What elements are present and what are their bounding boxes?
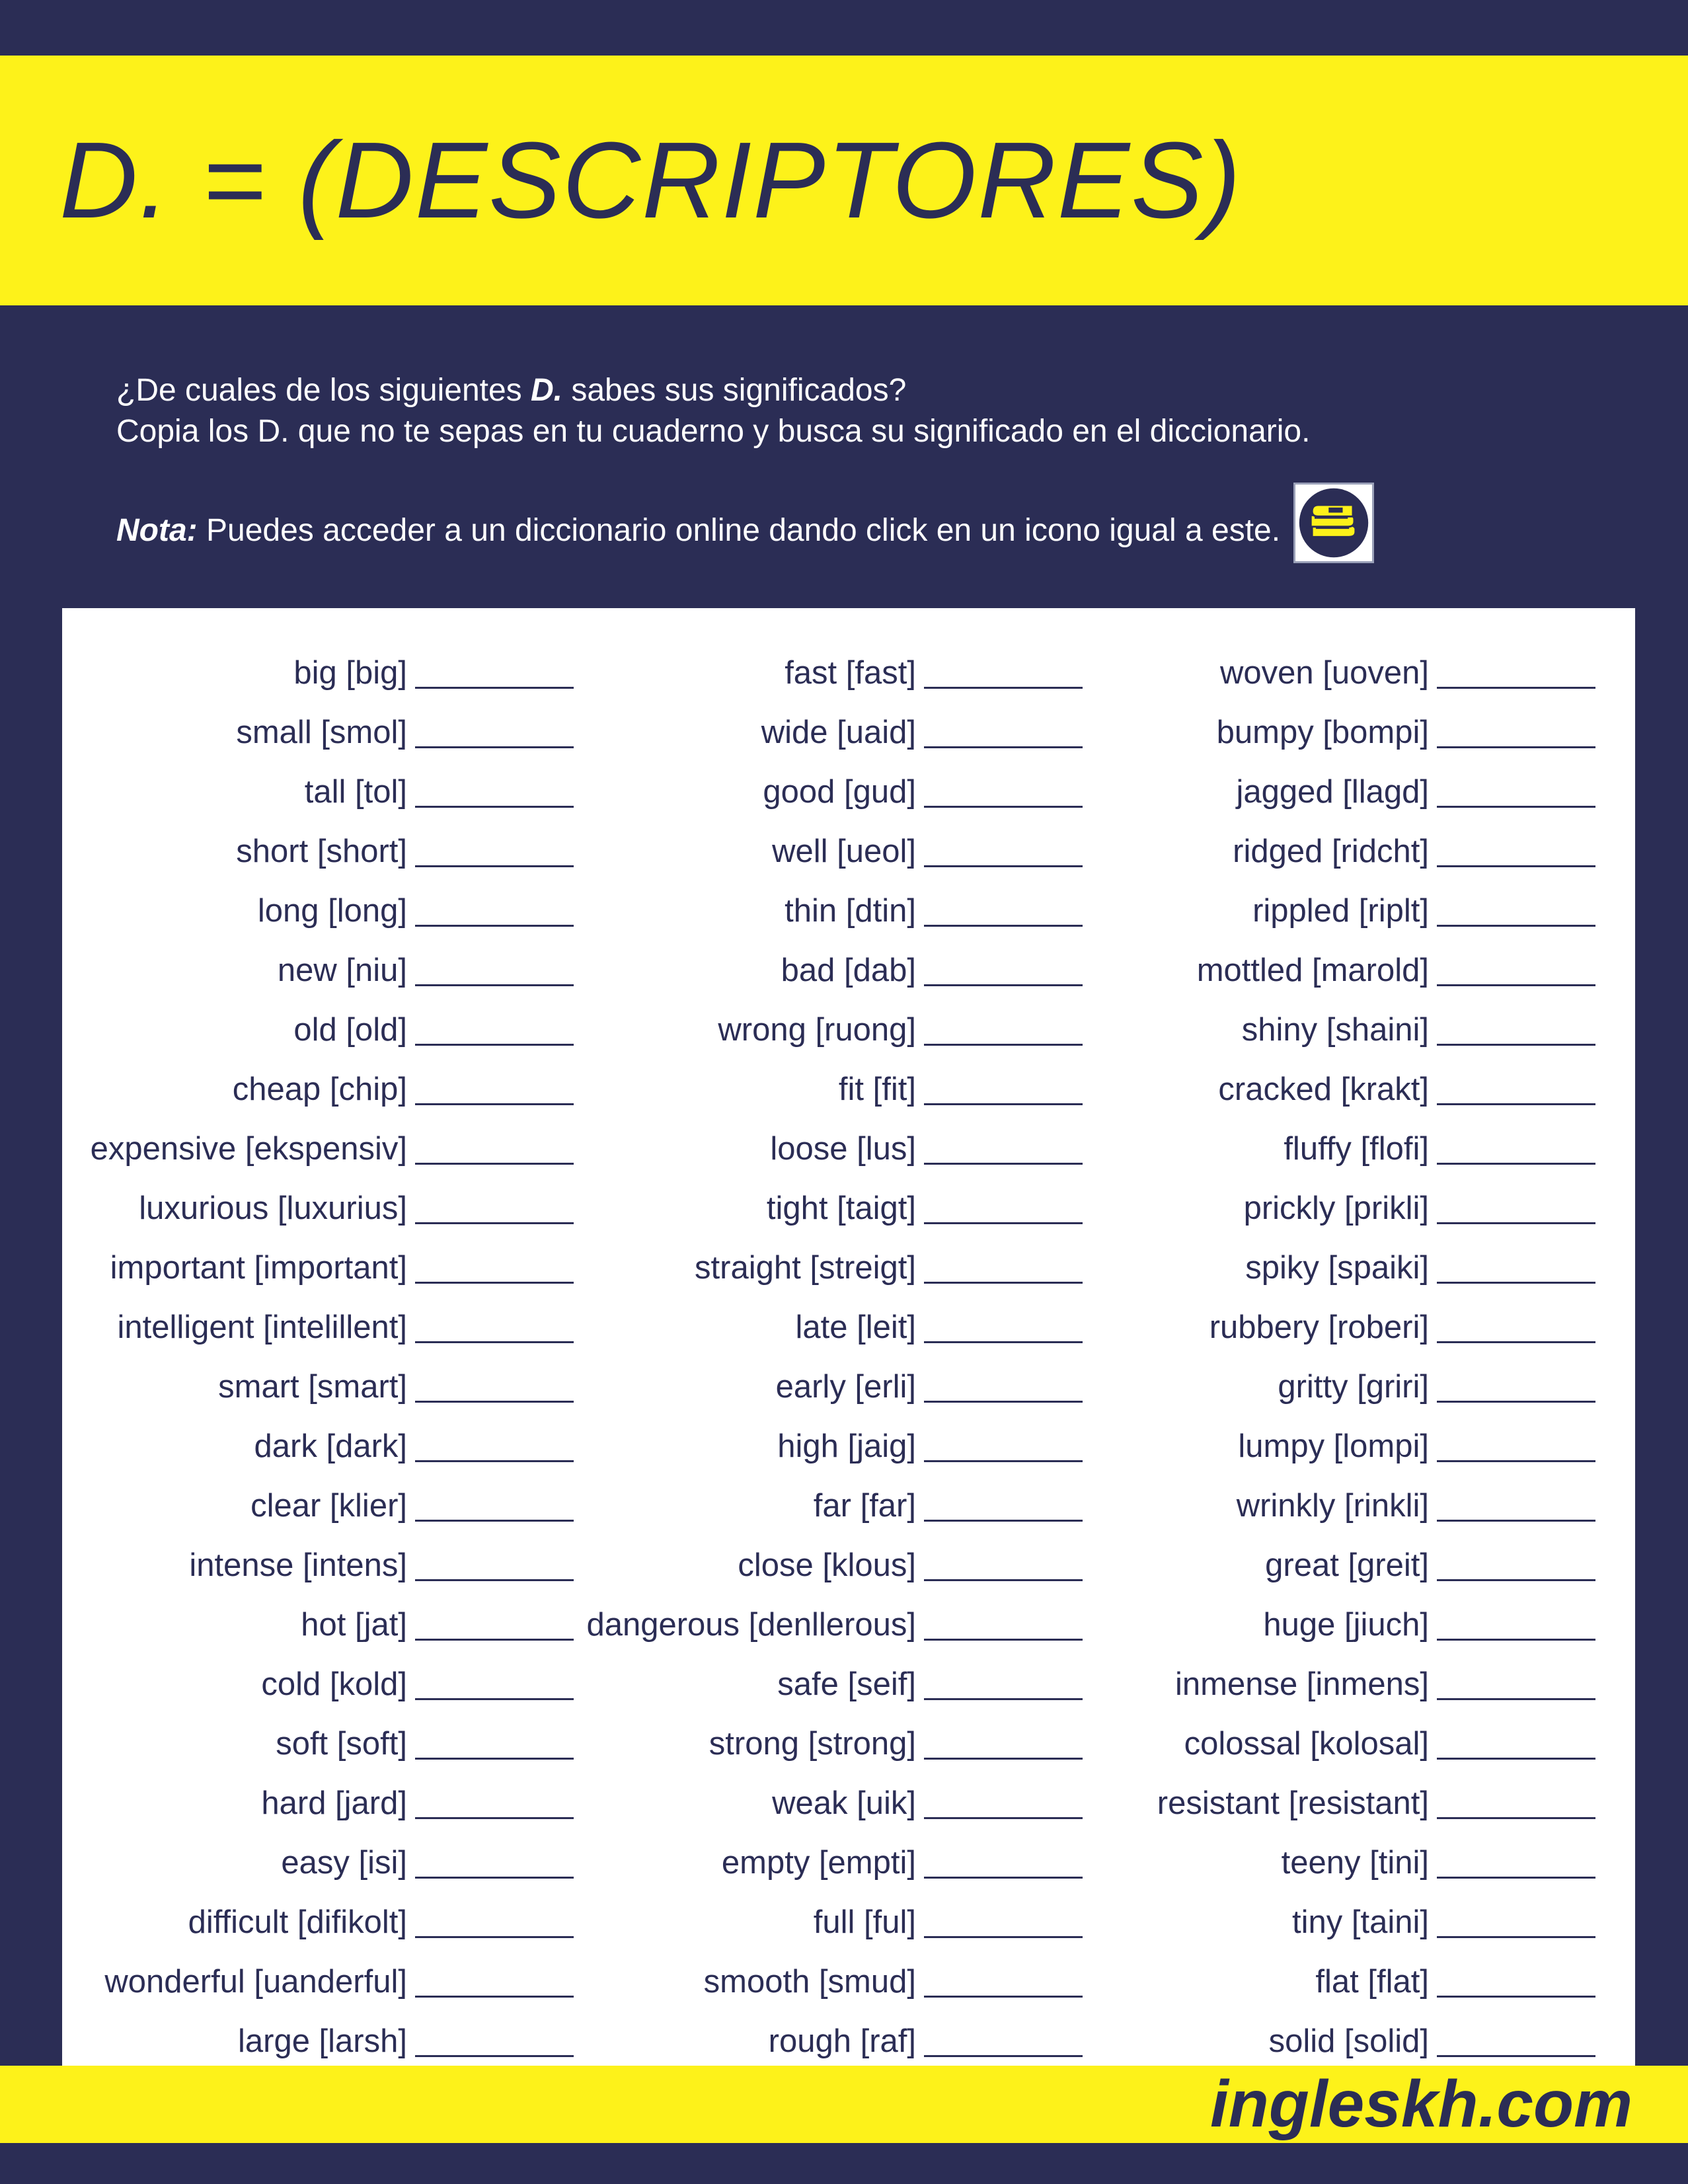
answer-blank[interactable] <box>1437 1425 1595 1462</box>
answer-blank[interactable] <box>924 1663 1083 1700</box>
vocab-row <box>1080 1466 1595 1526</box>
vocab-word: lumpy [lompi] <box>1238 1428 1429 1464</box>
column-3 <box>1080 633 1595 2061</box>
vocab-row <box>571 1526 1083 1585</box>
answer-blank[interactable] <box>924 1842 1083 1879</box>
vocab-row <box>62 1288 574 1347</box>
vocab-row <box>1080 812 1595 871</box>
vocab-word: wrong [ruong] <box>718 1012 916 1048</box>
answer-blank[interactable] <box>924 771 1083 808</box>
vocab-row <box>1080 1645 1595 1704</box>
vocab-row <box>1080 1050 1595 1109</box>
answer-blank[interactable] <box>1437 1723 1595 1760</box>
answer-blank[interactable] <box>924 1723 1083 1760</box>
vocab-row <box>571 1704 1083 1764</box>
vocab-row <box>571 931 1083 990</box>
vocab-word: mottled [marold] <box>1196 953 1429 988</box>
vocabulary-card <box>62 608 1635 2066</box>
vocab-row <box>62 1526 574 1585</box>
vocab-word: teeny [tini] <box>1281 1845 1429 1881</box>
answer-blank[interactable] <box>415 890 574 927</box>
vocab-row <box>571 1883 1083 1942</box>
vocab-row <box>571 871 1083 931</box>
vocab-word: weak [uik] <box>772 1785 916 1821</box>
vocab-row <box>571 1764 1083 1823</box>
answer-blank[interactable] <box>924 1128 1083 1165</box>
vocab-word: huge [jiuch] <box>1263 1607 1429 1643</box>
vocab-row <box>1080 990 1595 1050</box>
answer-blank[interactable] <box>415 1068 574 1105</box>
vocab-word: early [erli] <box>775 1369 916 1405</box>
answer-blank[interactable] <box>415 1425 574 1462</box>
answer-blank[interactable] <box>415 1485 574 1522</box>
vocab-row <box>1080 693 1595 752</box>
vocab-word: soft [soft] <box>276 1726 407 1762</box>
vocab-word: jagged [llagd] <box>1236 774 1429 810</box>
answer-blank[interactable] <box>415 1961 574 1998</box>
answer-blank[interactable] <box>415 1306 574 1343</box>
footer-site: ingleskh.com <box>1209 2067 1632 2141</box>
answer-blank[interactable] <box>415 1782 574 1819</box>
vocab-row <box>62 1942 574 2002</box>
vocab-word: well [ueol] <box>772 834 916 869</box>
answer-blank[interactable] <box>924 1366 1083 1403</box>
answer-blank[interactable] <box>924 2020 1083 2057</box>
vocab-word: empty [empti] <box>721 1845 916 1881</box>
vocab-row <box>62 931 574 990</box>
vocab-row <box>62 633 574 693</box>
answer-blank[interactable] <box>924 1187 1083 1224</box>
vocab-row <box>62 1050 574 1109</box>
answer-blank[interactable] <box>1437 771 1595 808</box>
answer-blank[interactable] <box>924 1544 1083 1581</box>
vocab-row <box>571 1466 1083 1526</box>
vocab-row <box>1080 1823 1595 1883</box>
vocab-word: smart [smart] <box>218 1369 407 1405</box>
vocab-word: clear [klier] <box>250 1488 407 1524</box>
answer-blank[interactable] <box>1437 1009 1595 1046</box>
page-title: D. = (DESCRIPTORES) <box>59 120 1243 241</box>
answer-blank[interactable] <box>1437 711 1595 748</box>
vocab-word: solid [solid] <box>1268 2023 1429 2059</box>
answer-blank[interactable] <box>924 949 1083 986</box>
answer-blank[interactable] <box>415 949 574 986</box>
vocab-word: dangerous [denllerous] <box>586 1607 916 1643</box>
vocab-word: spiky [spaiki] <box>1245 1250 1429 1286</box>
answer-blank[interactable] <box>924 1961 1083 1998</box>
vocab-word: expensive [ekspensiv] <box>90 1131 407 1167</box>
column-2 <box>571 633 1083 2061</box>
answer-blank[interactable] <box>1437 1128 1595 1165</box>
answer-blank[interactable] <box>415 1187 574 1224</box>
top-border <box>0 0 1688 56</box>
answer-blank[interactable] <box>415 711 574 748</box>
answer-blank[interactable] <box>1437 1485 1595 1522</box>
answer-blank[interactable] <box>1437 830 1595 867</box>
answer-blank[interactable] <box>1437 1544 1595 1581</box>
vocab-row <box>571 633 1083 693</box>
answer-blank[interactable] <box>924 1782 1083 1819</box>
answer-blank[interactable] <box>924 1485 1083 1522</box>
answer-blank[interactable] <box>415 771 574 808</box>
vocab-word: fluffy [flofi] <box>1284 1131 1429 1167</box>
answer-blank[interactable] <box>1437 949 1595 986</box>
vocab-word: fast [fast] <box>785 655 916 691</box>
vocab-word: ridged [ridcht] <box>1233 834 1429 869</box>
vocab-word: prickly [prikli] <box>1243 1190 1429 1226</box>
answer-blank[interactable] <box>1437 1068 1595 1105</box>
vocab-row <box>62 1407 574 1466</box>
vocab-word: cheap [chip] <box>232 1072 407 1107</box>
vocab-word: strong [strong] <box>709 1726 916 1762</box>
answer-blank[interactable] <box>415 1901 574 1938</box>
vocab-word: safe [seif] <box>777 1666 916 1702</box>
answer-blank[interactable] <box>924 1901 1083 1938</box>
instructions <box>116 370 1537 571</box>
answer-blank[interactable] <box>415 1366 574 1403</box>
note-label: Nota: <box>116 513 198 548</box>
vocab-row <box>62 990 574 1050</box>
vocab-row <box>62 1704 574 1764</box>
answer-blank[interactable] <box>1437 890 1595 927</box>
vocab-row <box>62 1228 574 1288</box>
vocab-word: close [klous] <box>738 1547 916 1583</box>
vocab-row <box>62 1169 574 1228</box>
answer-blank[interactable] <box>924 830 1083 867</box>
vocab-row <box>62 1347 574 1407</box>
vocab-row <box>62 1585 574 1645</box>
answer-blank[interactable] <box>1437 1663 1595 1700</box>
answer-blank[interactable] <box>415 1723 574 1760</box>
vocab-word: wide [uaid] <box>761 715 916 750</box>
vocab-word: bad [dab] <box>781 953 916 988</box>
answer-blank[interactable] <box>1437 1604 1595 1641</box>
vocab-word: shiny [shaini] <box>1241 1012 1429 1048</box>
vocab-word: cold [kold] <box>261 1666 407 1702</box>
vocab-word: gritty [griri] <box>1278 1369 1429 1405</box>
vocab-row <box>62 752 574 812</box>
answer-blank[interactable] <box>415 1604 574 1641</box>
vocab-row <box>1080 1347 1595 1407</box>
answer-blank[interactable] <box>1437 1187 1595 1224</box>
vocab-row <box>571 1288 1083 1347</box>
vocab-word: cracked [krakt] <box>1218 1072 1429 1107</box>
answer-blank[interactable] <box>924 1009 1083 1046</box>
vocab-row <box>1080 752 1595 812</box>
vocab-word: smooth [smud] <box>703 1964 916 2000</box>
vocab-row <box>1080 1585 1595 1645</box>
answer-blank[interactable] <box>415 1009 574 1046</box>
vocab-row <box>62 871 574 931</box>
answer-blank[interactable] <box>924 1604 1083 1641</box>
vocab-row <box>1080 1764 1595 1823</box>
answer-blank[interactable] <box>924 1247 1083 1284</box>
vocab-word: rough [raf] <box>768 2023 916 2059</box>
vocab-row <box>571 1050 1083 1109</box>
vocab-row <box>571 1645 1083 1704</box>
question-line: ¿De cuales de los siguientes D. sabes sus significados? <box>116 373 907 408</box>
vocab-row <box>571 990 1083 1050</box>
answer-blank[interactable] <box>1437 1366 1595 1403</box>
answer-blank[interactable] <box>1437 1842 1595 1879</box>
vocab-word: wonderful [uanderful] <box>104 1964 407 2000</box>
vocab-word: inmense [inmens] <box>1174 1666 1429 1702</box>
answer-blank[interactable] <box>415 1842 574 1879</box>
vocab-row <box>571 1109 1083 1169</box>
vocab-row <box>62 1109 574 1169</box>
vocab-word: straight [streigt] <box>695 1250 916 1286</box>
vocab-row <box>1080 633 1595 693</box>
column-1 <box>62 633 574 2061</box>
vocab-word: old [old] <box>293 1012 407 1048</box>
vocab-row <box>571 1169 1083 1228</box>
vocab-row <box>1080 871 1595 931</box>
answer-blank[interactable] <box>415 652 574 689</box>
vocab-word: rubbery [roberi] <box>1209 1309 1429 1345</box>
note-text: Puedes acceder a un diccionario online dando click en un icono igual a este. <box>197 513 1281 548</box>
vocab-row <box>1080 1228 1595 1288</box>
vocab-word: intelligent [intelillent] <box>117 1309 407 1345</box>
vocab-word: thin [dtin] <box>785 893 916 929</box>
vocab-word: high [jaig] <box>777 1428 916 1464</box>
vocab-word: resistant [resistant] <box>1157 1785 1429 1821</box>
answer-blank[interactable] <box>924 890 1083 927</box>
vocab-word: hot [jat] <box>301 1607 407 1643</box>
answer-blank[interactable] <box>415 1544 574 1581</box>
answer-blank[interactable] <box>1437 1901 1595 1938</box>
vocab-word: luxurious [luxurius] <box>139 1190 407 1226</box>
vocab-row <box>62 1823 574 1883</box>
vocab-row <box>571 2002 1083 2061</box>
vocab-word: fit [fit] <box>838 1072 916 1107</box>
vocab-word: long [long] <box>257 893 407 929</box>
answer-blank[interactable] <box>1437 2020 1595 2057</box>
vocab-word: flat [flat] <box>1315 1964 1429 2000</box>
dictionary-books-icon[interactable] <box>1293 483 1374 563</box>
vocab-word: colossal [kolosal] <box>1184 1726 1429 1762</box>
vocab-word: bumpy [bompi] <box>1216 715 1429 750</box>
vocab-word: big [big] <box>293 655 407 691</box>
answer-blank[interactable] <box>1437 1306 1595 1343</box>
answer-blank[interactable] <box>415 2020 574 2057</box>
vocab-row <box>1080 1288 1595 1347</box>
vocab-word: late [leit] <box>795 1309 916 1345</box>
vocab-row <box>571 1407 1083 1466</box>
vocab-word: important [important] <box>110 1250 407 1286</box>
vocab-word: short [short] <box>236 834 407 869</box>
answer-blank[interactable] <box>1437 1782 1595 1819</box>
vocab-row <box>1080 1109 1595 1169</box>
vocab-word: dark [dark] <box>254 1428 407 1464</box>
vocab-row <box>1080 1704 1595 1764</box>
vocab-row <box>1080 1407 1595 1466</box>
vocab-row <box>1080 2002 1595 2061</box>
answer-blank[interactable] <box>415 1247 574 1284</box>
vocab-row <box>571 812 1083 871</box>
answer-blank[interactable] <box>924 1306 1083 1343</box>
answer-blank[interactable] <box>415 1128 574 1165</box>
vocab-row <box>62 1645 574 1704</box>
vocab-row <box>1080 931 1595 990</box>
note-line <box>116 490 1537 571</box>
vocab-word: full [ful] <box>813 1904 916 1940</box>
vocab-word: tall [tol] <box>304 774 407 810</box>
vocab-word: small [smol] <box>236 715 407 750</box>
vocab-row <box>571 1942 1083 2002</box>
vocab-row <box>571 693 1083 752</box>
vocab-row <box>62 1883 574 1942</box>
vocab-word: hard [jard] <box>261 1785 407 1821</box>
vocab-word: wrinkly [rinkli] <box>1236 1488 1429 1524</box>
vocab-row <box>62 693 574 752</box>
vocab-word: large [larsh] <box>237 2023 407 2059</box>
vocab-row <box>571 1585 1083 1645</box>
title-banner <box>0 56 1688 305</box>
answer-blank[interactable] <box>924 652 1083 689</box>
vocab-word: tight [taigt] <box>766 1190 916 1226</box>
answer-blank[interactable] <box>924 1068 1083 1105</box>
vocab-word: easy [isi] <box>281 1845 407 1881</box>
vocab-word: difficult [difikolt] <box>188 1904 407 1940</box>
vocab-row <box>571 1228 1083 1288</box>
answer-blank[interactable] <box>924 711 1083 748</box>
vocab-row <box>62 1764 574 1823</box>
vocab-word: woven [uoven] <box>1220 655 1429 691</box>
vocab-row <box>571 1823 1083 1883</box>
vocab-word: tiny [taini] <box>1292 1904 1429 1940</box>
vocab-word: great [greit] <box>1265 1547 1429 1583</box>
answer-blank[interactable] <box>415 1663 574 1700</box>
instruction-line: Copia los D. que no te sepas en tu cuaderno y busca su significado en el diccionario. <box>116 414 1311 449</box>
vocab-word: good [gud] <box>763 774 916 810</box>
answer-blank[interactable] <box>415 830 574 867</box>
vocab-word: intense [intens] <box>189 1547 407 1583</box>
footer-banner <box>0 2066 1688 2143</box>
answer-blank[interactable] <box>1437 652 1595 689</box>
vocab-row <box>62 812 574 871</box>
vocab-row <box>571 752 1083 812</box>
vocab-row <box>1080 1883 1595 1942</box>
vocab-word: loose [lus] <box>770 1131 916 1167</box>
vocab-row <box>1080 1169 1595 1228</box>
answer-blank[interactable] <box>1437 1961 1595 1998</box>
vocab-word: rippled [riplt] <box>1252 893 1429 929</box>
vocab-row <box>571 1347 1083 1407</box>
vocab-row <box>62 2002 574 2061</box>
vocab-row <box>1080 1942 1595 2002</box>
vocab-row <box>1080 1526 1595 1585</box>
vocab-row <box>62 1466 574 1526</box>
vocab-word: new [niu] <box>277 953 407 988</box>
answer-blank[interactable] <box>1437 1247 1595 1284</box>
answer-blank[interactable] <box>924 1425 1083 1462</box>
vocab-word: far [far] <box>813 1488 916 1524</box>
